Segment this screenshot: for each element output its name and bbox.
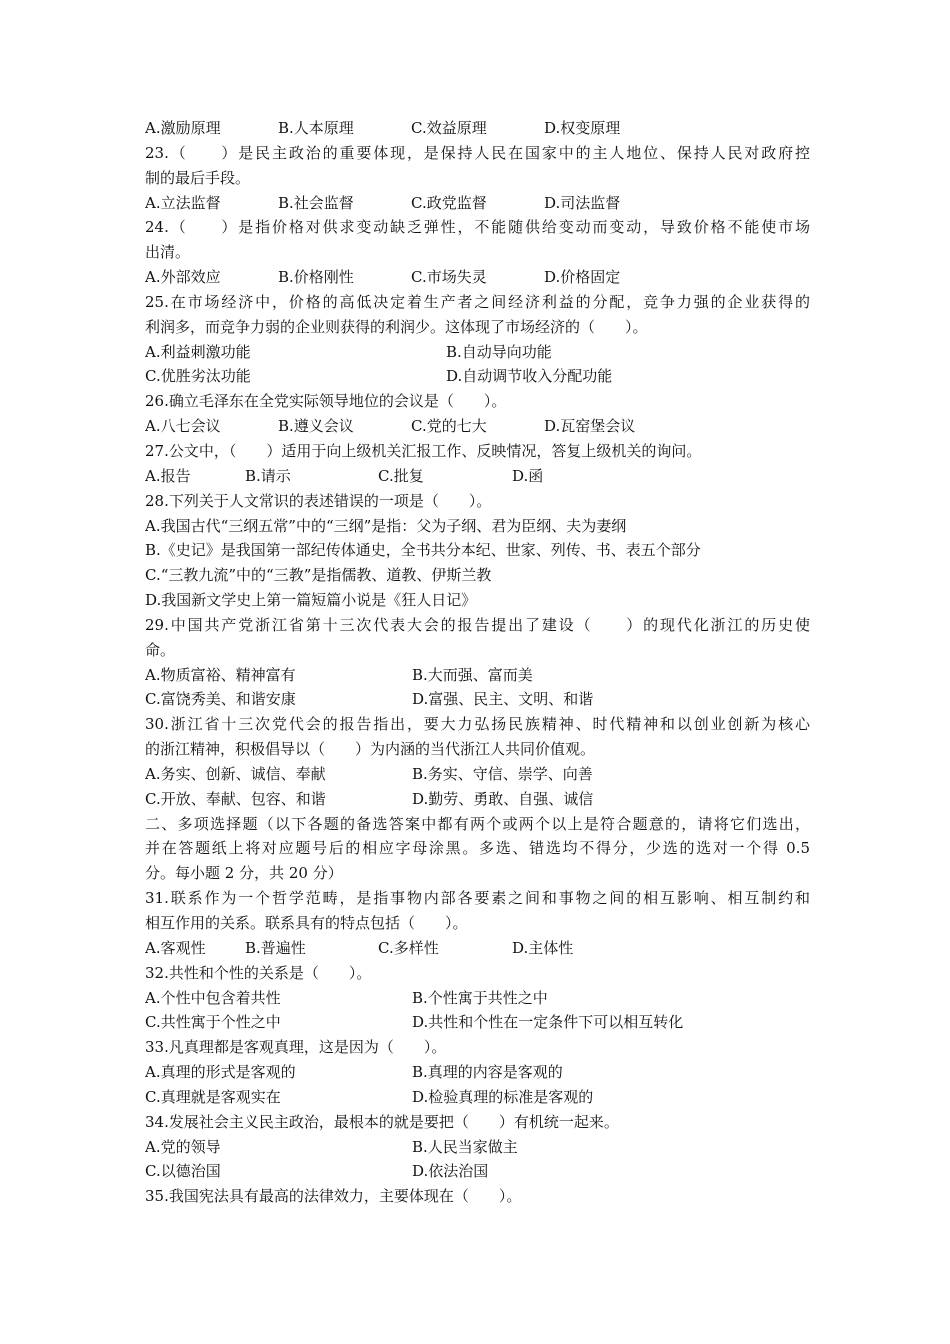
q28-option-b: B.《史记》是我国第一部纪传体通史，全书共分本纪、世家、列传、书、表五个部分 bbox=[145, 541, 701, 560]
q34-option-d: D.依法治国 bbox=[412, 1162, 489, 1181]
q31-option-b: B.普遍性 bbox=[245, 938, 306, 957]
q23-stem-line-1: 23.（ ）是民主政治的重要体现，是保持人民在国家中的主人地位、保持人民对政府控 bbox=[145, 143, 810, 162]
q25-stem-line-2: 利润多，而竞争力弱的企业则获得的利润少。这体现了市场经济的（ ）。 bbox=[145, 317, 648, 336]
q25-option-c: C.优胜劣汰功能 bbox=[145, 367, 251, 386]
q24-option-c: C.市场失灵 bbox=[411, 268, 487, 287]
q34-options-row-2 bbox=[145, 1159, 810, 1184]
q33-options-row-1 bbox=[145, 1060, 810, 1085]
q25-option-d: D.自动调节收入分配功能 bbox=[446, 367, 613, 386]
q25-stem-line-1: 25.在市场经济中，价格的高低决定着生产者之间经济利益的分配，竞争力强的企业获得的 bbox=[145, 292, 810, 311]
q30-option-a: A.务实、创新、诚信、奉献 bbox=[145, 764, 326, 783]
q27-option-b: B.请示 bbox=[245, 466, 291, 485]
q27-option-c: C.批复 bbox=[378, 466, 424, 485]
q27-options bbox=[145, 464, 810, 489]
q22-option-b: B.人本原理 bbox=[278, 119, 354, 137]
q26-options bbox=[145, 414, 810, 439]
q31-options bbox=[145, 936, 810, 961]
q30-stem-line-1: 30.浙江省十三次党代会的报告指出，要大力弘扬民族精神、时代精神和以创业创新为核心 bbox=[145, 715, 810, 734]
q30-option-c: C.开放、奉献、包容、和谐 bbox=[145, 789, 326, 808]
q26-option-a: A.八七会议 bbox=[145, 417, 221, 436]
q23-stem-line-2: 制的最后手段。 bbox=[145, 168, 251, 187]
q24-options bbox=[145, 265, 810, 290]
q23-options bbox=[145, 191, 810, 216]
q33-option-c: C.真理就是客观实在 bbox=[145, 1087, 281, 1106]
question-list bbox=[145, 116, 810, 1209]
q24-option-d: D.价格固定 bbox=[544, 268, 621, 287]
q23-option-b: B.社会监督 bbox=[278, 193, 354, 212]
q32-stem: 32.共性和个性的关系是（ ）。 bbox=[145, 963, 372, 982]
q32-option-b: B.个性寓于共性之中 bbox=[412, 988, 548, 1007]
q32-option-c: C.共性寓于个性之中 bbox=[145, 1013, 281, 1032]
q35-stem: 35.我国宪法具有最高的法律效力，主要体现在（ ）。 bbox=[145, 1187, 522, 1206]
q34-option-a: A.党的领导 bbox=[145, 1137, 221, 1156]
q23-option-d: D.司法监督 bbox=[544, 193, 621, 212]
q30-options-row-2 bbox=[145, 787, 810, 812]
q29-option-c: C.富饶秀美、和谐安康 bbox=[145, 690, 296, 709]
q30-option-b: B.务实、守信、崇学、向善 bbox=[412, 764, 593, 783]
q22-option-a: A.激励原理 bbox=[145, 119, 221, 137]
q28-option-d: D.我国新文学史上第一篇短篇小说是《狂人日记》 bbox=[145, 591, 477, 610]
q30-stem-line-2: 的浙江精神，积极倡导以（ ）为内涵的当代浙江人共同价值观。 bbox=[145, 740, 596, 759]
q31-option-a: A.客观性 bbox=[145, 938, 206, 957]
q25-options-row-2 bbox=[145, 364, 810, 389]
q31-stem-line-1: 31.联系作为一个哲学范畴，是指事物内部各要素之间和事物之间的相互影响、相互制约和 bbox=[145, 889, 810, 908]
q28-stem: 28.下列关于人文常识的表述错误的一项是（ ）。 bbox=[145, 491, 492, 510]
q26-option-b: B.遵义会议 bbox=[278, 417, 354, 436]
q32-option-a: A.个性中包含着共性 bbox=[145, 988, 281, 1007]
q33-option-a: A.真理的形式是客观的 bbox=[145, 1063, 296, 1082]
section2-instructions-line-2: 并在答题纸上将对应题号后的相应字母涂黑。多选、错选均不得分，少选的选对一个得 0.5 bbox=[145, 839, 810, 858]
q26-stem: 26.确立毛泽东在全党实际领导地位的会议是（ ）。 bbox=[145, 392, 507, 411]
q31-option-d: D.主体性 bbox=[512, 938, 574, 957]
q29-option-b: B.大而强、富而美 bbox=[412, 665, 533, 684]
q33-stem: 33.凡真理都是客观真理，这是因为（ ）。 bbox=[145, 1038, 447, 1057]
q33-options-row-2 bbox=[145, 1085, 810, 1110]
q24-stem-line-2: 出清。 bbox=[145, 243, 191, 262]
q29-option-d: D.富强、民主、文明、和谐 bbox=[412, 690, 594, 709]
q24-stem-line-1: 24.（ ）是指价格对供求变动缺乏弹性，不能随供给变动而变动，导致价格不能使市场 bbox=[145, 218, 810, 237]
q33-option-b: B.真理的内容是客观的 bbox=[412, 1063, 563, 1082]
q34-option-c: C.以德治国 bbox=[145, 1162, 221, 1181]
q25-option-b: B.自动导向功能 bbox=[446, 342, 552, 361]
q22-option-d: D.权变原理 bbox=[544, 119, 621, 137]
q24-option-b: B.价格刚性 bbox=[278, 268, 354, 287]
q30-options-row-1 bbox=[145, 762, 810, 787]
q31-stem-line-2: 相互作用的关系。联系具有的特点包括（ ）。 bbox=[145, 914, 468, 932]
q23-option-a: A.立法监督 bbox=[145, 193, 221, 212]
q23-option-c: C.政党监督 bbox=[411, 193, 487, 212]
q32-option-d: D.共性和个性在一定条件下可以相互转化 bbox=[412, 1013, 684, 1032]
q27-option-d: D.函 bbox=[512, 466, 544, 485]
q24-option-a: A.外部效应 bbox=[145, 268, 221, 287]
q31-option-c: C.多样性 bbox=[378, 938, 439, 957]
q34-stem: 34.发展社会主义民主政治，最根本的就是要把（ ）有机统一起来。 bbox=[145, 1112, 619, 1131]
q28-option-c: C.“三教九流”中的“三教”是指儒教、道教、伊斯兰教 bbox=[145, 566, 492, 585]
q34-option-b: B.人民当家做主 bbox=[412, 1137, 518, 1156]
q33-option-d: D.检验真理的标准是客观的 bbox=[412, 1087, 594, 1106]
q27-stem: 27.公文中，（ ）适用于向上级机关汇报工作、反映情况，答复上级机关的询问。 bbox=[145, 441, 702, 460]
section2-instructions-line-3: 分。每小题 2 分，共 20 分） bbox=[145, 864, 343, 883]
q30-option-d: D.勤劳、勇敢、自强、诚信 bbox=[412, 789, 594, 808]
q22-options bbox=[145, 116, 810, 141]
q22-option-c: C.效益原理 bbox=[411, 119, 487, 137]
q27-option-a: A.报告 bbox=[145, 466, 191, 485]
q29-option-a: A.物质富裕、精神富有 bbox=[145, 665, 296, 684]
q29-stem-line-1: 29.中国共产党浙江省第十三次代表大会的报告提出了建设（ ）的现代化浙江的历史使 bbox=[145, 615, 810, 634]
q29-options-row-2 bbox=[145, 687, 810, 712]
q29-stem-line-2: 命。 bbox=[145, 640, 176, 659]
q32-options-row-1 bbox=[145, 986, 810, 1011]
q26-option-c: C.党的七大 bbox=[411, 417, 487, 436]
q34-options-row-1 bbox=[145, 1135, 810, 1160]
q25-options-row-1 bbox=[145, 340, 810, 365]
q26-option-d: D.瓦窑堡会议 bbox=[544, 417, 636, 436]
section2-instructions-line-1: 二、多项选择题（以下各题的备选答案中都有两个或两个以上是符合题意的，请将它们选出， bbox=[145, 814, 810, 833]
q25-option-a: A.利益刺激功能 bbox=[145, 342, 251, 361]
q32-options-row-2 bbox=[145, 1010, 810, 1035]
q29-options-row-1 bbox=[145, 663, 810, 688]
q28-option-a: A.我国古代“三纲五常”中的“三纲”是指：父为子纲、君为臣纲、夫为妻纲 bbox=[145, 516, 627, 535]
